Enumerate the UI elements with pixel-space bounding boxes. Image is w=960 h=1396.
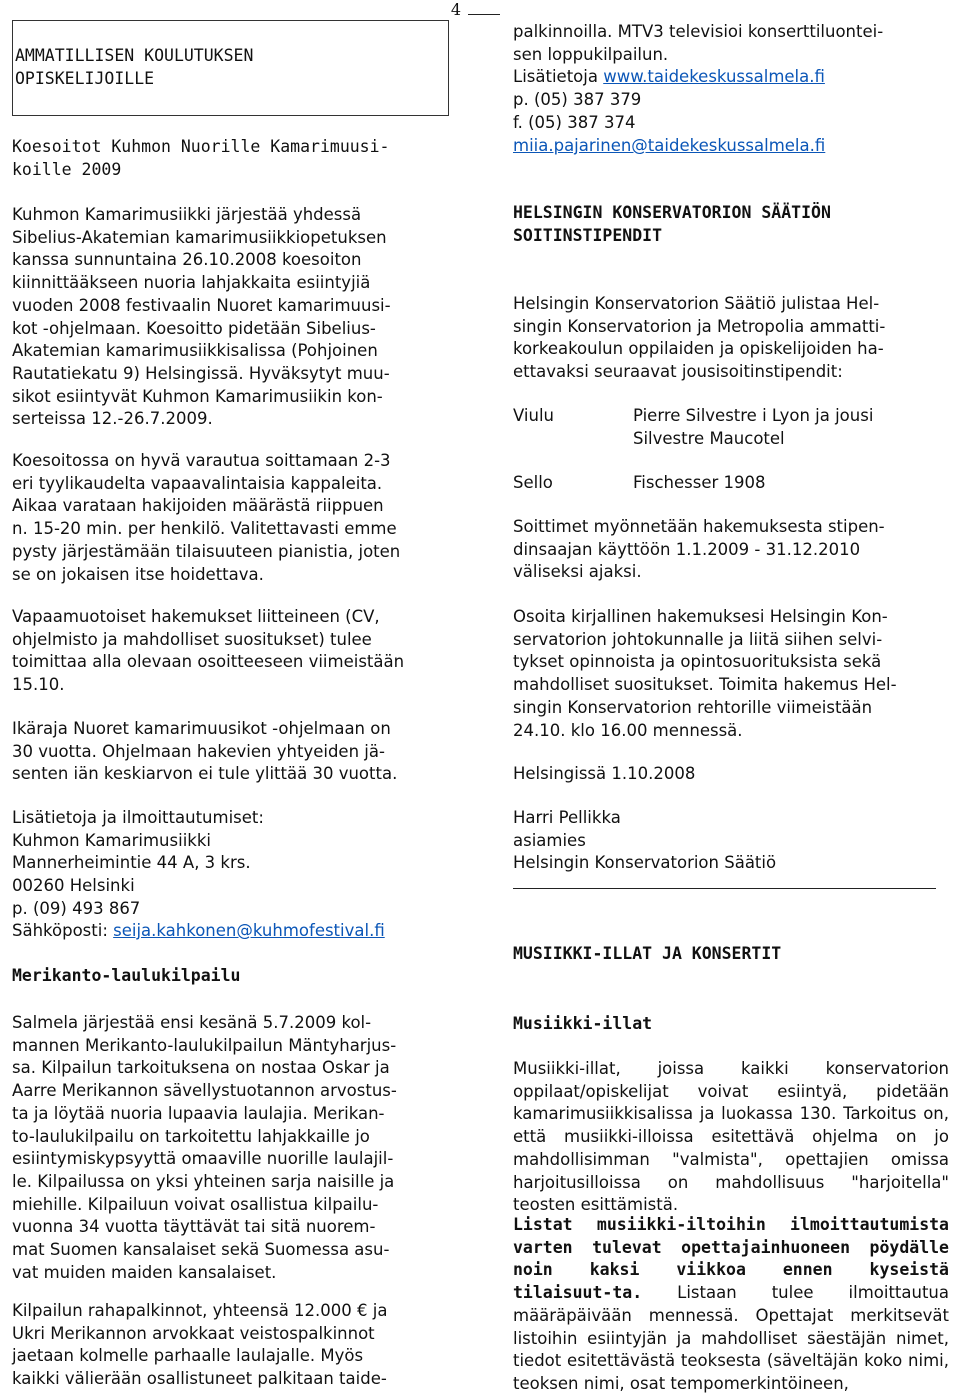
musiikki-paragraph-2: [513, 1214, 949, 1396]
contact-block: Lisätietoja ja ilmoittautumiset: Kuhmon Kamarimusiikki Mannerheimintie 44 A, 3 krs. 00260 Helsinki p. (09) 493 867: [12, 808, 264, 918]
koesoitot-paragraph-4: Ikäraja Nuoret kamarimuusikot -ohjelmaan on 30 vuotta. Ohjelmaan hakevien yhtyeiden jä- senten iän keskiarvon ei tule ylittää 30 vuotta.: [12, 719, 398, 784]
website-link[interactable]: www.taidekeskussalmela.fi: [603, 67, 825, 86]
email-line-right: [513, 135, 825, 158]
koesoitot-heading: Koesoitot Kuhmon Nuorille Kamarimuusi- koille 2009: [12, 137, 390, 179]
email-label: Sähköposti:: [12, 921, 114, 940]
heading-box: [12, 20, 449, 116]
musiikki-heading: MUSIIKKI-ILLAT JA KONSERTIT: [513, 944, 782, 963]
koesoitot-paragraph-1: Kuhmon Kamarimusiikki järjestää yhdessä Sibelius-Akatemian kamarimusiikkiopetuksen kanssa sunnuntaina 26.10.2008 koesoiton kiinnittääkseen nuoria lahjakkaita esiintyjiä vuoden 2008 festivaalin Nuoret kamarimuusi- kot -ohjelmaan. Koesoitto pidetään Sibelius- Akatemian kamarimusiikkisalissa (Pohjoinen Rautatiekatu 9) Helsingissä. Hyväksytyt muu- sikot esiintyvät Kuhmon Kamarimusiikin kon- serteissa 12.-26.7.2009.: [12, 205, 391, 429]
konservatorio-paragraph-3: Osoita kirjallinen hakemuksesi Helsingin Kon- servatorion johtokunnalle ja liitä siihen selvi- tykset opinnoista ja opintosuorituksista sekä mahdolliset suositukset. Toimita hakemus Hel- singin Konservatorion rehtorille viimeistään 24.10. klo 16.00 mennessä.: [513, 607, 897, 740]
email-link[interactable]: seija.kahkonen@kuhmofestival.fi: [113, 921, 385, 940]
phone-line: p. (05) 387 379: [513, 90, 642, 109]
konservatorio-paragraph-2: Soittimet myönnetään hakemuksesta stipen- dinsaajan käyttöön 1.1.2009 - 31.12.2010 väliseksi ajaksi.: [513, 517, 885, 582]
instrument-detail-1: Pierre Silvestre i Lyon ja jousi Silvestre Maucotel: [633, 406, 874, 448]
fax-line: f. (05) 387 374: [513, 113, 636, 132]
email-line: [12, 920, 385, 943]
box-heading: AMMATILLISEN KOULUTUKSEN OPISKELIJOILLE: [15, 46, 254, 88]
continued-paragraph: palkinnoilla. MTV3 televisioi konserttiluontei- sen loppukilpailun.: [513, 22, 884, 64]
musiikki-subheading: Musiikki-illat: [513, 1014, 653, 1033]
merikanto-heading: Merikanto-laulukilpailu: [12, 966, 241, 985]
salmela-email-link[interactable]: miia.pajarinen@taidekeskussalmela.fi: [513, 136, 826, 155]
musiikki-rest-text: Listaan tulee ilmoittautua määräpäivään mennessä. Opettajat merkitsevät listoihin esiintyjän ja mahdolliset säestäjän nimet, tiedot esitettävästä teoksesta (säveltäjän koko nimi, teoksen nimi, osat tempomerkintöineen,: [513, 1283, 949, 1393]
top-rule: [468, 14, 500, 15]
date-line: Helsingissä 1.10.2008: [513, 764, 696, 783]
konservatorio-paragraph-1: Helsingin Konservatorion Säätiö julistaa Hel- singin Konservatorion ja Metropolia ammatti- korkeakoulun oppilaiden ja opiskelijoiden ha- ettavaksi seuraavat jousisoitinstipendit:: [513, 294, 886, 382]
instrument-name-2: Sello: [513, 473, 553, 492]
page-number: 4: [450, 0, 462, 19]
konservatorio-heading: HELSINGIN KONSERVATORION SÄÄTIÖN SOITINSTIPENDIT: [513, 203, 831, 245]
musiikki-paragraph-1: Musiikki-illat, joissa kaikki konservatorion oppilaat/opiskelijat voivat esiintyä, pidetään kamarimusiikkisalissa ja luokassa 130. Tarkoitus on, että musiikki-illoissa esitettävä ohjelma on jo mahdollisimman "valmista", opettajien omissa harjoitusilloissa on mahdollisuus "harjoitella" teosten esittämistä.: [513, 1059, 949, 1215]
musiikki-bold-text: Listat musiikki-iltoihin ilmoittautumista varten tulevat opettajainhuoneen pöydälle noin kaksi viikkoa ennen kyseistä tilaisuut-ta.: [513, 1215, 949, 1303]
info-line: [513, 66, 825, 89]
signature-block: Harri Pellikka asiamies Helsingin Konservatorion Säätiö: [513, 808, 777, 873]
koesoitot-paragraph-3: Vapaamuotoiset hakemukset liitteineen (CV, ohjelmisto ja mahdolliset suositukset) tulee toimittaa alla olevaan osoitteeseen viimeistään 15.10.: [12, 607, 405, 695]
info-label: Lisätietoja: [513, 67, 604, 86]
merikanto-paragraph-2: Kilpailun rahapalkinnot, yhteensä 12.000 € ja Ukri Merikannon arvokkaat veistospalkinnot jaetaan kolmelle parhaalle laulajalle. Myös kaikki välierään osallistuneet palkitaan taide-: [12, 1301, 388, 1389]
koesoitot-paragraph-2: Koesoitossa on hyvä varautua soittamaan 2-3 eri tyylikaudelta vapaavalintaisia kappaleita. Aikaa varataan hakijoiden määrästä riippuen n. 15-20 min. per henkilö. Valitettavasti emme pysty järjestämään tilaisuuteen pianistia, joten se on jokaisen itse hoidettava.: [12, 451, 401, 584]
instrument-detail-2: Fischesser 1908: [633, 473, 766, 492]
instrument-name-1: Viulu: [513, 406, 555, 425]
merikanto-paragraph-1: Salmela järjestää ensi kesänä 5.7.2009 kol- mannen Merikanto-laulukilpailun Mäntyharjus- sa. Kilpailun tarkoituksena on nostaa Oskar ja Aarre Merikannon sävellystuotannon arvostus- ta ja löytää nuoria lupaavia laulajia. Merikan- to-laulukilpailu on tarkoitettu lahjakkaille jo esiintymiskypsyyttä omaaville nuorille laulajil- le. Kilpailussa on yksi yhteinen sarja naisille ja miehille. Kilpailuun voivat osallistua kilpailu- vuonna 34 vuotta täyttävät tai sitä nuorem- mat Suomen kansalaiset sekä Suomessa asu- vat muiden maiden kansalaiset.: [12, 1013, 397, 1282]
signature-rule: [513, 888, 936, 889]
